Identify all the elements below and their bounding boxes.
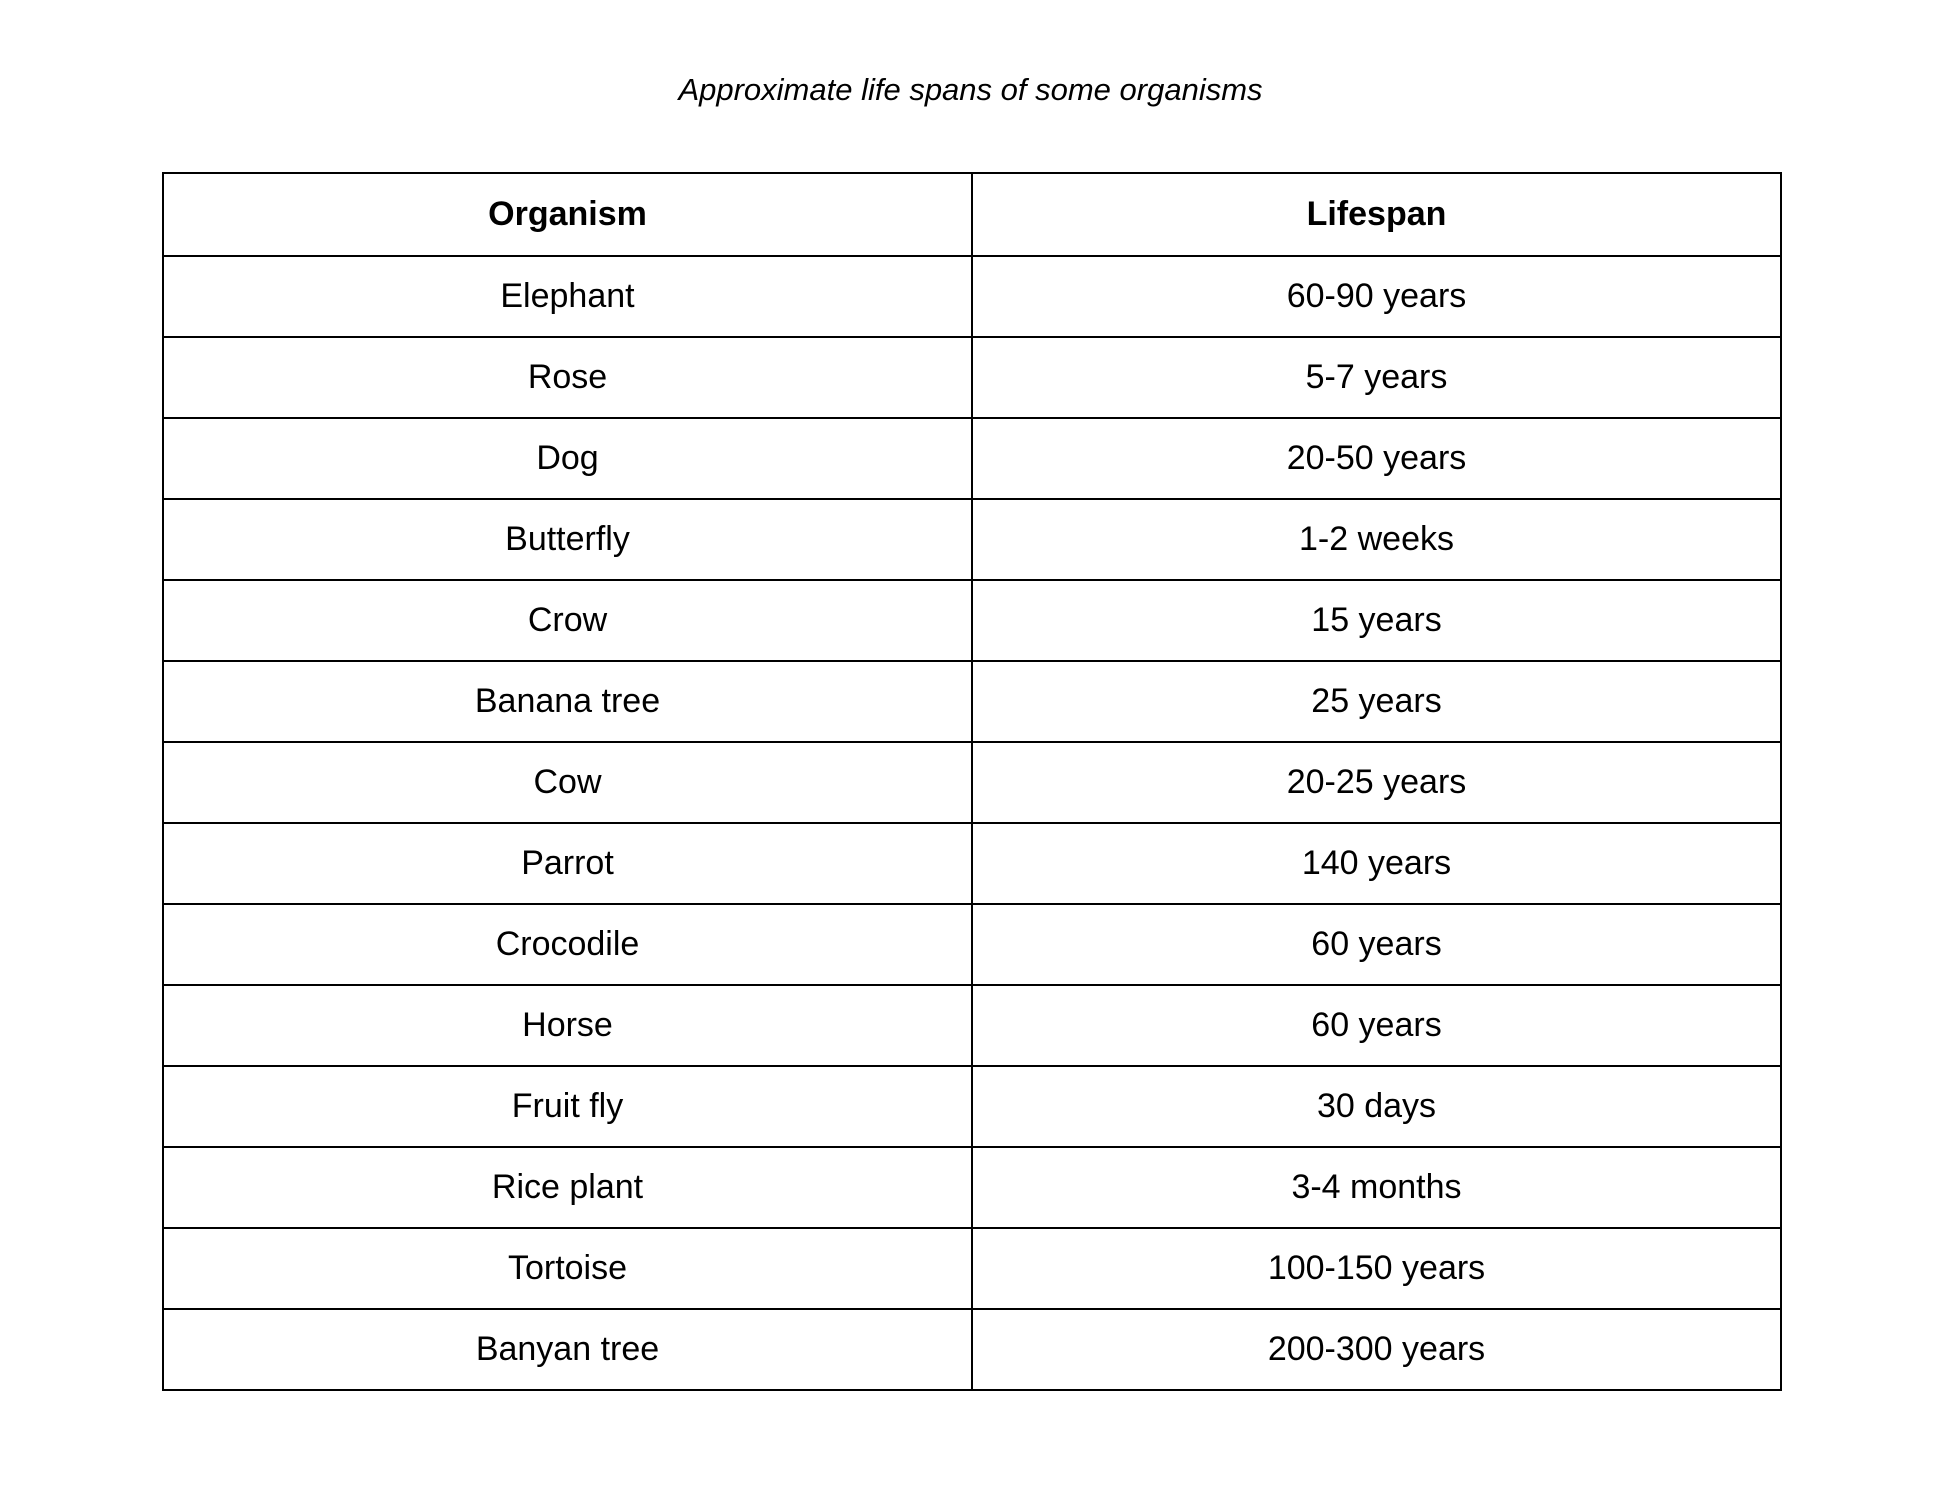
header-row [163, 173, 1781, 256]
organism-cell: Elephant [163, 256, 972, 337]
table-row [163, 1309, 1781, 1390]
lifespan-cell: 30 days [972, 1066, 1781, 1147]
organism-cell: Banana tree [163, 661, 972, 742]
organism-cell: Fruit fly [163, 1066, 972, 1147]
table-caption: Approximate life spans of some organisms [678, 72, 1263, 107]
organism-cell: Rice plant [163, 1147, 972, 1228]
lifespan-cell: 20-50 years [972, 418, 1781, 499]
organism-cell: Crocodile [163, 904, 972, 985]
organism-cell: Tortoise [163, 1228, 972, 1309]
organism-cell: Banyan tree [163, 1309, 972, 1390]
table-row [163, 580, 1781, 661]
lifespan-cell: 100-150 years [972, 1228, 1781, 1309]
table-row [163, 337, 1781, 418]
organism-cell: Rose [163, 337, 972, 418]
organism-cell: Butterfly [163, 499, 972, 580]
lifespan-cell: 60-90 years [972, 256, 1781, 337]
lifespan-cell: 20-25 years [972, 742, 1781, 823]
organism-cell: Cow [163, 742, 972, 823]
lifespan-cell: 60 years [972, 985, 1781, 1066]
table-row [163, 1228, 1781, 1309]
lifespan-cell: 15 years [972, 580, 1781, 661]
table-row [163, 499, 1781, 580]
lifespan-cell: 25 years [972, 661, 1781, 742]
organism-cell: Horse [163, 985, 972, 1066]
table-row [163, 985, 1781, 1066]
table-row [163, 1147, 1781, 1228]
lifespan-cell: 5-7 years [972, 337, 1781, 418]
lifespan-cell: 200-300 years [972, 1309, 1781, 1390]
table-row [163, 823, 1781, 904]
table-row [163, 418, 1781, 499]
table-row [163, 742, 1781, 823]
organism-cell: Crow [163, 580, 972, 661]
lifespan-cell: 3-4 months [972, 1147, 1781, 1228]
table-row [163, 1066, 1781, 1147]
lifespan-table [162, 172, 1782, 1391]
lifespan-cell: 1-2 weeks [972, 499, 1781, 580]
organism-cell: Parrot [163, 823, 972, 904]
header-lifespan: Lifespan [972, 173, 1781, 256]
header-organism: Organism [163, 173, 972, 256]
table-row [163, 256, 1781, 337]
lifespan-cell: 60 years [972, 904, 1781, 985]
table-row [163, 661, 1781, 742]
lifespan-cell: 140 years [972, 823, 1781, 904]
organism-cell: Dog [163, 418, 972, 499]
table-row [163, 904, 1781, 985]
